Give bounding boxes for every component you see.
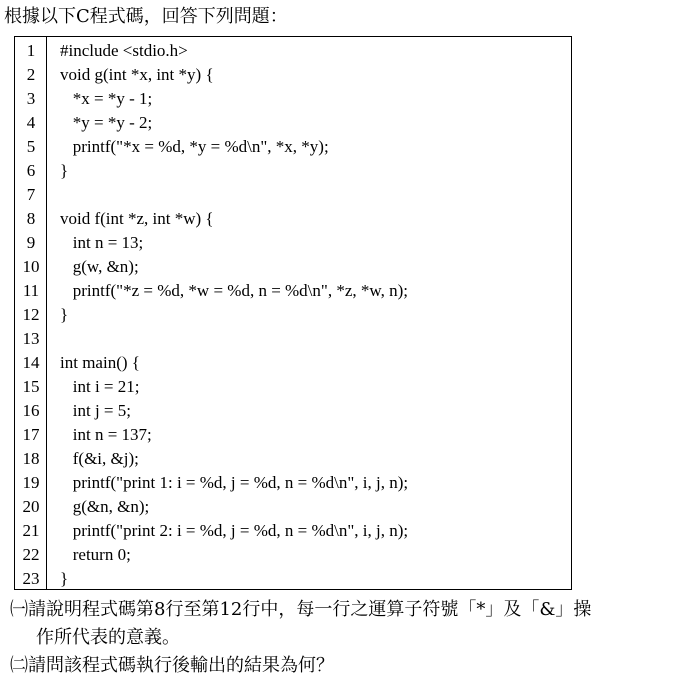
- code-text: }: [60, 569, 69, 588]
- code-line: [15, 159, 571, 183]
- line-number: 14: [22, 353, 40, 372]
- line-number: 18: [22, 449, 40, 468]
- code-line: [15, 135, 571, 159]
- code-text: int n = 13;: [60, 233, 144, 252]
- code-text: printf("print 1: i = %d, j = %d, n = %d\n", i, j, n);: [60, 473, 409, 492]
- line-number: 13: [22, 329, 40, 348]
- line-number: 10: [22, 257, 40, 276]
- code-line: [15, 375, 571, 399]
- code-line: [15, 519, 571, 543]
- code-text: void f(int *z, int *w) {: [60, 209, 214, 228]
- code-line: [15, 279, 571, 303]
- code-text: *x = *y - 1;: [60, 89, 153, 108]
- code-text: printf("*z = %d, *w = %d, n = %d\n", *z, *w, n);: [60, 281, 408, 300]
- line-number: 21: [22, 521, 40, 540]
- line-number: 2: [26, 65, 36, 84]
- line-number: 3: [26, 89, 36, 108]
- question-2-number: ㈡: [10, 655, 28, 676]
- line-number: 12: [22, 305, 40, 324]
- line-number: 1: [26, 41, 36, 60]
- code-line: [15, 303, 571, 327]
- line-number: 11: [22, 281, 40, 300]
- code-line: [15, 231, 571, 255]
- code-text: g(w, &n);: [60, 257, 139, 276]
- code-text: g(&n, &n);: [60, 497, 150, 516]
- question-2-text: 請問該程式碼執行後輸出的結果為何？: [28, 655, 334, 676]
- line-number: 5: [26, 137, 36, 156]
- code-text: void g(int *x, int *y) {: [60, 65, 214, 84]
- line-number: 6: [26, 161, 36, 180]
- code-text: return 0;: [60, 545, 131, 564]
- code-line: [15, 471, 571, 495]
- code-text: printf("*x = %d, *y = %d\n", *x, *y);: [60, 137, 329, 156]
- line-number: 15: [22, 377, 40, 396]
- code-line: [15, 87, 571, 111]
- code-text: *y = *y - 2;: [60, 113, 153, 132]
- question-intro: 根據以下C程式碼，回答下列問題：: [4, 6, 288, 27]
- code-text: #include <stdio.h>: [60, 41, 188, 60]
- code-text: int i = 21;: [60, 377, 140, 396]
- code-line: [15, 327, 571, 351]
- code-text: }: [60, 305, 69, 324]
- question-1-text: 請說明程式碼第8行至第12行中，每一行之運算子符號「*」及「&」操: [28, 599, 592, 620]
- line-number: 17: [22, 425, 40, 444]
- code-line: [15, 207, 571, 231]
- code-line: [15, 543, 571, 567]
- line-number: 8: [26, 209, 36, 228]
- code-line: [15, 423, 571, 447]
- line-number: 19: [22, 473, 40, 492]
- code-line: [15, 111, 571, 135]
- code-text: int main() {: [60, 353, 140, 372]
- code-line: [15, 399, 571, 423]
- code-line: [15, 39, 571, 63]
- code-line: [15, 567, 571, 591]
- code-text: }: [60, 161, 69, 180]
- code-listing: [14, 36, 572, 590]
- question-1-continued: 作所代表的意義。: [36, 627, 180, 648]
- line-number: 23: [22, 569, 40, 588]
- code-text: int j = 5;: [60, 401, 131, 420]
- code-line: [15, 255, 571, 279]
- question-1-number: ㈠: [10, 599, 28, 620]
- code-text: printf("print 2: i = %d, j = %d, n = %d\n", i, j, n);: [60, 521, 409, 540]
- line-number: 9: [26, 233, 36, 252]
- code-line: [15, 447, 571, 471]
- code-line: [15, 495, 571, 519]
- code-text: int n = 137;: [60, 425, 152, 444]
- code-text: f(&i, &j);: [60, 449, 139, 468]
- code-line: [15, 183, 571, 207]
- question-2: [10, 652, 334, 680]
- line-number: 22: [22, 545, 40, 564]
- line-number: 20: [22, 497, 40, 516]
- line-number: 16: [22, 401, 40, 420]
- code-line: [15, 63, 571, 87]
- line-number: 7: [26, 185, 36, 204]
- question-1: [10, 596, 591, 624]
- line-number: 4: [26, 113, 36, 132]
- code-line: [15, 351, 571, 375]
